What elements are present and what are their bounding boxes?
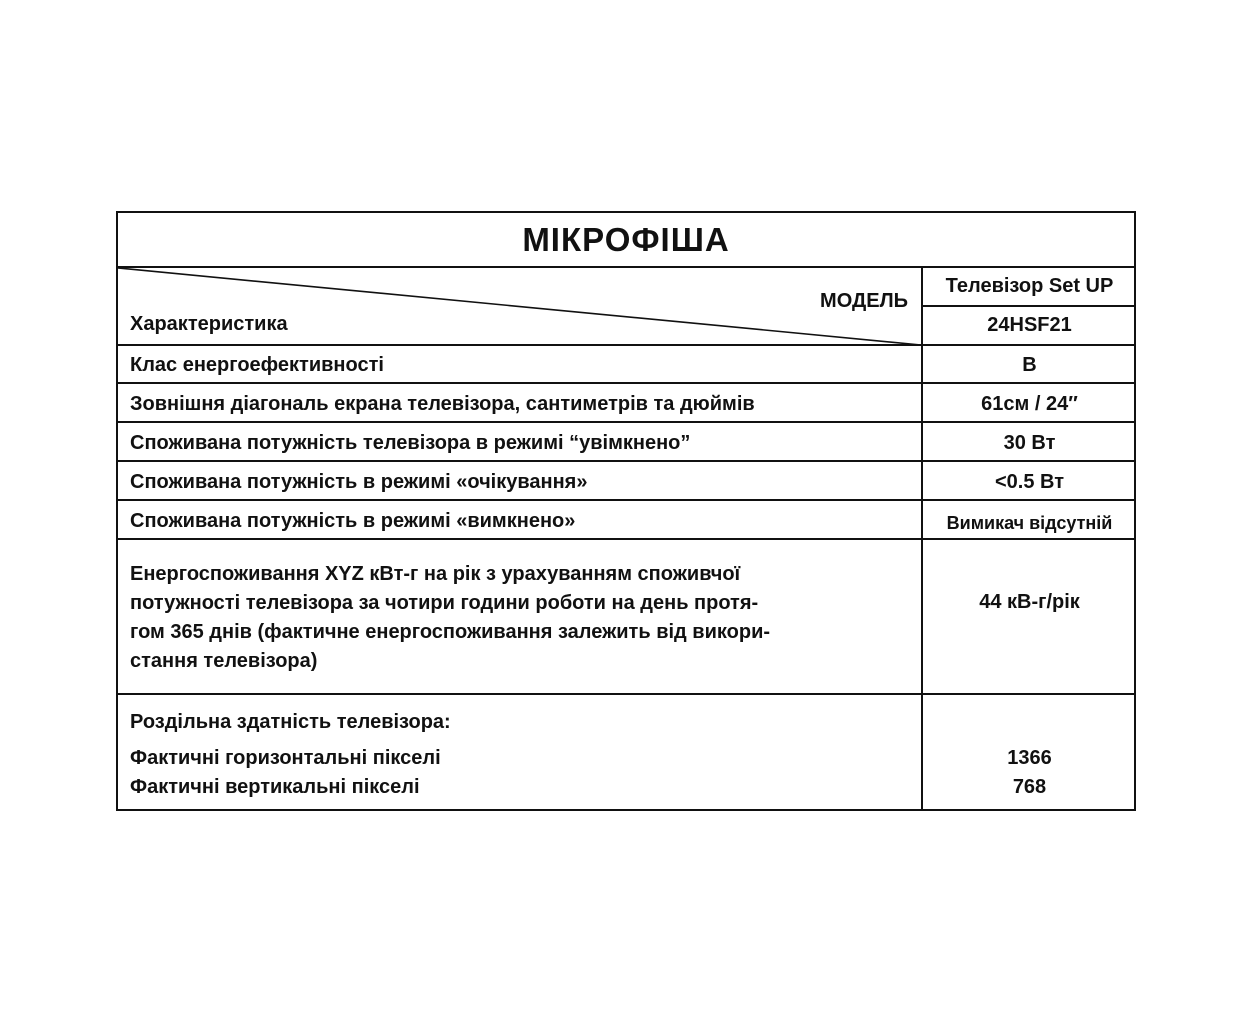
row-label: Клас енергоефективності <box>130 354 384 376</box>
table-title: МІКРОФІША <box>118 213 1134 268</box>
vertical-pixels-label: Фактичні вертикальні пікселі <box>130 776 420 798</box>
energy-line: гом 365 днів (фактичне енергоспоживання залежить від викори- <box>130 621 771 643</box>
header-divider <box>923 305 1136 307</box>
energy-description <box>130 560 910 676</box>
energy-value: 44 кВ-г/рік <box>979 591 1080 613</box>
vertical-pixels-value: 768 <box>1012 776 1047 798</box>
energy-line: Енергоспоживання XYZ кВт-г на рік з урахуванням споживчої <box>130 563 741 585</box>
model-header-label: МОДЕЛЬ <box>820 290 908 312</box>
row-divider <box>118 693 1134 695</box>
row-label: Зовнішня діагональ екрана телевізора, сантиметрів та дюймів <box>130 393 755 415</box>
row-label: Споживана потужність в режимі «вимкнено» <box>130 510 576 532</box>
row-divider <box>118 460 1134 462</box>
energy-line: стання телевізора) <box>130 650 318 672</box>
row-value: 30 Вт <box>1003 432 1056 454</box>
row-value: <0.5 Вт <box>994 471 1064 493</box>
resolution-heading: Роздільна здатність телевізора: <box>130 711 451 733</box>
row-label: Споживана потужність телевізора в режимі “увімкнено” <box>130 432 691 454</box>
row-divider <box>118 344 1134 346</box>
row-value: B <box>1022 354 1037 376</box>
characteristic-header-label: Характеристика <box>130 313 288 335</box>
row-divider <box>118 538 1134 540</box>
row-divider <box>118 382 1134 384</box>
column-divider <box>921 268 923 811</box>
energy-line: потужності телевізора за чотири години роботи на день протя- <box>130 592 759 614</box>
horizontal-pixels-value: 1366 <box>1007 747 1052 769</box>
row-value: 61см / 24″ <box>981 393 1078 415</box>
row-label: Споживана потужність в режимі «очікування» <box>130 471 588 493</box>
microfiche-table <box>116 211 1136 811</box>
product-name: Телевізор Set UP <box>945 275 1114 297</box>
horizontal-pixels-label: Фактичні горизонтальні пікселі <box>130 747 441 769</box>
row-divider <box>118 421 1134 423</box>
row-divider <box>118 499 1134 501</box>
row-value: Вимикач відсутній <box>946 513 1113 533</box>
product-model: 24HSF21 <box>987 314 1072 336</box>
